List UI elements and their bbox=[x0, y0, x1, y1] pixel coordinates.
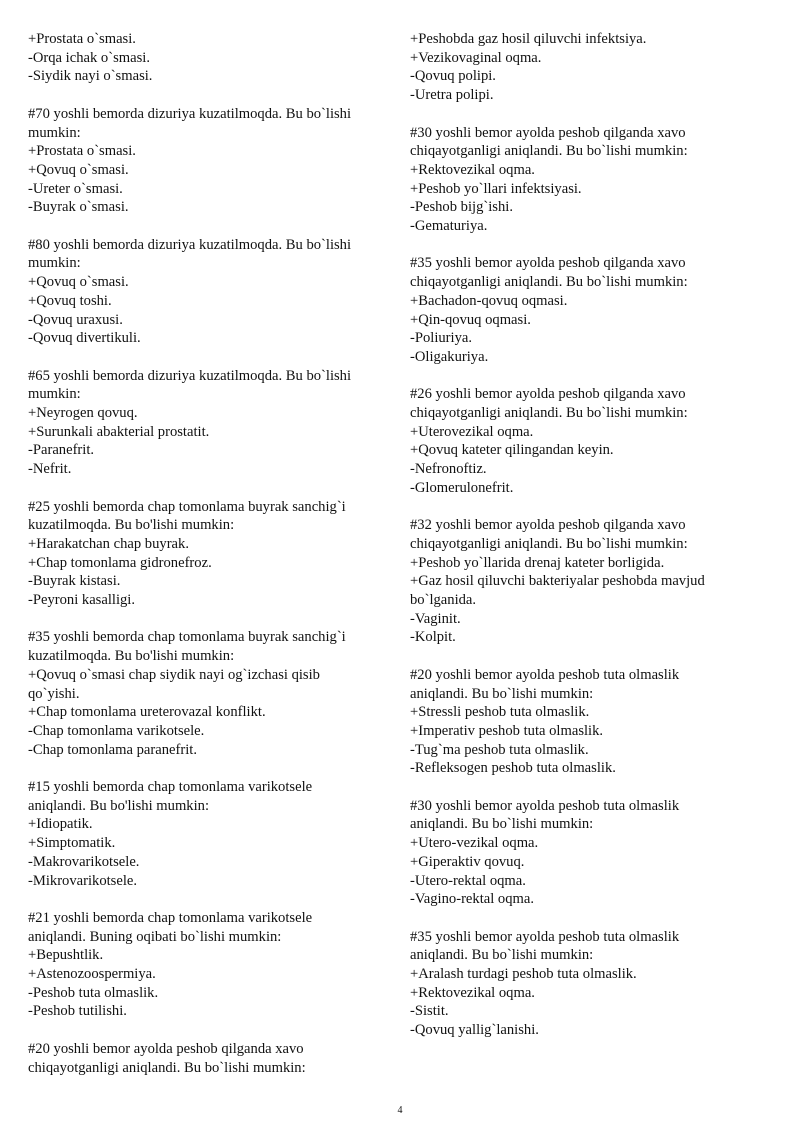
text-line: -Utero-rektal oqma. bbox=[410, 872, 526, 889]
text-line: -Mikrovarikotsele. bbox=[28, 872, 138, 889]
text-line: +Qovuq toshi. bbox=[28, 292, 112, 309]
text-line: #26 yoshli bemor ayolda peshob qilganda xavo bbox=[410, 386, 686, 403]
text-line: -Nefrit. bbox=[28, 461, 72, 478]
text-line: qo`yishi. bbox=[28, 685, 80, 702]
question-block bbox=[28, 498, 388, 610]
text-line: -Sistit. bbox=[410, 1003, 449, 1020]
text-line: -Vagino-rektal oqma. bbox=[410, 891, 535, 908]
question-block bbox=[410, 30, 780, 105]
text-line: -Nefronoftiz. bbox=[410, 461, 487, 478]
text-line: +Astenozoospermiya. bbox=[28, 966, 156, 983]
text-line: +Vezikovaginal oqma. bbox=[410, 49, 542, 66]
text-line: -Qovuq uraxusi. bbox=[28, 311, 123, 328]
question-block bbox=[410, 254, 780, 366]
text-line: #25 yoshli bemorda chap tomonlama buyrak sanchig`i bbox=[28, 498, 346, 515]
text-line: -Qovuq divertikuli. bbox=[28, 330, 141, 347]
text-line: -Poliuriya. bbox=[410, 330, 473, 347]
text-line: +Bachadon-qovuq oqmasi. bbox=[410, 292, 568, 309]
text-line: #35 yoshli bemor ayolda peshob qilganda xavo bbox=[410, 255, 686, 272]
text-line: #80 yoshli bemorda dizuriya kuzatilmoqda. Bu bo`lishi bbox=[28, 236, 352, 253]
question-block bbox=[410, 516, 780, 647]
text-line: chiqayotganligi aniqlandi. Bu bo`lishi mumkin: bbox=[410, 405, 688, 422]
text-line: +Imperativ peshob tuta olmaslik. bbox=[410, 722, 604, 739]
question-block bbox=[28, 778, 388, 890]
right-column bbox=[410, 30, 780, 1059]
text-line: #35 yoshli bemor ayolda peshob tuta olmaslik bbox=[410, 928, 680, 945]
text-line: -Qovuq polipi. bbox=[410, 68, 496, 85]
text-line: -Refleksogen peshob tuta olmaslik. bbox=[410, 760, 616, 777]
text-line: #20 yoshli bemor ayolda peshob tuta olmaslik bbox=[410, 666, 680, 683]
text-line: chiqayotganligi aniqlandi. Bu bo`lishi mumkin: bbox=[28, 1059, 306, 1076]
text-line: -Vaginit. bbox=[410, 610, 461, 627]
text-line: chiqayotganligi aniqlandi. Bu bo`lishi mumkin: bbox=[410, 143, 688, 160]
text-line: +Peshob yo`llari infektsiyasi. bbox=[410, 180, 582, 197]
text-line: +Qin-qovuq oqmasi. bbox=[410, 311, 531, 328]
text-line: +Qovuq o`smasi. bbox=[28, 274, 129, 291]
text-line: +Bepushtlik. bbox=[28, 947, 104, 964]
text-line: -Gematuriya. bbox=[410, 218, 488, 235]
text-line: +Aralash turdagi peshob tuta olmaslik. bbox=[410, 966, 637, 983]
text-line: -Siydik nayi o`smasi. bbox=[28, 68, 153, 85]
text-line: aniqlandi. Buning oqibati bo`lishi mumkin: bbox=[28, 928, 282, 945]
text-line: aniqlandi. Bu bo`lishi mumkin: bbox=[410, 685, 594, 702]
text-line: -Buyrak o`smasi. bbox=[28, 199, 129, 216]
text-line: -Peshob tuta olmaslik. bbox=[28, 984, 159, 1001]
text-line: mumkin: bbox=[28, 255, 81, 272]
text-line: bo`lganida. bbox=[410, 592, 477, 609]
text-line: +Harakatchan chap buyrak. bbox=[28, 535, 189, 552]
text-line: -Qovuq yallig`lanishi. bbox=[410, 1022, 539, 1039]
text-line: +Giperaktiv qovuq. bbox=[410, 853, 525, 870]
text-line: +Surunkali abakterial prostatit. bbox=[28, 423, 210, 440]
question-block bbox=[28, 628, 388, 759]
text-line: chiqayotganligi aniqlandi. Bu bo`lishi mumkin: bbox=[410, 274, 688, 291]
question-block bbox=[410, 124, 780, 236]
text-line: +Simptomatik. bbox=[28, 835, 116, 852]
text-line: -Makrovarikotsele. bbox=[28, 853, 140, 870]
text-line: #65 yoshli bemorda dizuriya kuzatilmoqda. Bu bo`lishi bbox=[28, 367, 352, 384]
text-line: #30 yoshli bemor ayolda peshob tuta olmaslik bbox=[410, 797, 680, 814]
text-line: +Qovuq o`smasi. bbox=[28, 161, 129, 178]
page-number: 4 bbox=[397, 1105, 403, 1116]
text-line: -Chap tomonlama varikotsele. bbox=[28, 722, 205, 739]
text-line: +Utero-vezikal oqma. bbox=[410, 835, 539, 852]
text-line: #70 yoshli bemorda dizuriya kuzatilmoqda. Bu bo`lishi bbox=[28, 105, 352, 122]
text-line: kuzatilmoqda. Bu bo'lishi mumkin: bbox=[28, 517, 235, 534]
text-line: -Uretra polipi. bbox=[410, 87, 494, 104]
text-line: -Peshob bijg`ishi. bbox=[410, 199, 513, 216]
question-block bbox=[410, 385, 780, 497]
text-line: +Gaz hosil qiluvchi bakteriyalar peshobda mavjud bbox=[410, 573, 705, 590]
question-block bbox=[28, 367, 388, 479]
text-line: -Buyrak kistasi. bbox=[28, 573, 121, 590]
left-column bbox=[28, 30, 388, 1096]
text-line: #32 yoshli bemor ayolda peshob qilganda xavo bbox=[410, 517, 686, 534]
text-line: +Neyrogen qovuq. bbox=[28, 405, 138, 422]
text-line: -Tug`ma peshob tuta olmaslik. bbox=[410, 741, 589, 758]
text-line: mumkin: bbox=[28, 386, 81, 403]
text-line: -Glomerulonefrit. bbox=[410, 479, 514, 496]
text-line: -Chap tomonlama paranefrit. bbox=[28, 741, 197, 758]
question-block bbox=[28, 1040, 388, 1077]
text-line: +Peshob yo`llarida drenaj kateter borligida. bbox=[410, 554, 665, 571]
text-line: +Stressli peshob tuta olmaslik. bbox=[410, 704, 590, 721]
text-line: +Qovuq o`smasi chap siydik nayi og`izchasi qisib bbox=[28, 666, 320, 683]
text-line: kuzatilmoqda. Bu bo'lishi mumkin: bbox=[28, 648, 235, 665]
text-line: -Ureter o`smasi. bbox=[28, 180, 123, 197]
text-line: +Prostata o`smasi. bbox=[28, 31, 136, 47]
text-line: +Chap tomonlama gidronefroz. bbox=[28, 554, 212, 571]
text-line: +Uterovezikal oqma. bbox=[410, 423, 534, 440]
text-line: +Qovuq kateter qilingandan keyin. bbox=[410, 442, 614, 459]
text-line: #20 yoshli bemor ayolda peshob qilganda xavo bbox=[28, 1040, 304, 1057]
question-block bbox=[28, 236, 388, 348]
question-block bbox=[410, 666, 780, 778]
text-line: #35 yoshli bemorda chap tomonlama buyrak sanchig`i bbox=[28, 629, 346, 646]
text-line: +Peshobda gaz hosil qiluvchi infektsiya. bbox=[410, 31, 647, 47]
text-line: +Prostata o`smasi. bbox=[28, 143, 136, 160]
question-block bbox=[28, 909, 388, 1021]
question-block bbox=[28, 105, 388, 217]
text-line: aniqlandi. Bu bo`lishi mumkin: bbox=[410, 947, 594, 964]
text-line: mumkin: bbox=[28, 124, 81, 141]
question-block bbox=[410, 928, 780, 1040]
text-line: #30 yoshli bemor ayolda peshob qilganda xavo bbox=[410, 124, 686, 141]
text-line: aniqlandi. Bu bo'lishi mumkin: bbox=[28, 797, 209, 814]
text-line: -Kolpit. bbox=[410, 629, 456, 646]
text-line: aniqlandi. Bu bo`lishi mumkin: bbox=[410, 816, 594, 833]
text-line: #21 yoshli bemorda chap tomonlama varikotsele bbox=[28, 909, 313, 926]
text-line: #15 yoshli bemorda chap tomonlama varikotsele bbox=[28, 779, 313, 796]
text-line: -Paranefrit. bbox=[28, 442, 95, 459]
text-line: +Chap tomonlama ureterovazal konflikt. bbox=[28, 704, 266, 721]
text-line: +Rektovezikal oqma. bbox=[410, 161, 535, 178]
text-line: +Idiopatik. bbox=[28, 816, 93, 833]
question-block bbox=[28, 30, 388, 86]
question-block bbox=[410, 797, 780, 909]
text-line: chiqayotganligi aniqlandi. Bu bo`lishi mumkin: bbox=[410, 535, 688, 552]
text-line: -Peshob tutilishi. bbox=[28, 1003, 127, 1020]
text-line: +Rektovezikal oqma. bbox=[410, 984, 535, 1001]
text-line: -Peyroni kasalligi. bbox=[28, 592, 136, 609]
text-line: -Orqa ichak o`smasi. bbox=[28, 49, 150, 66]
text-line: -Oligakuriya. bbox=[410, 348, 489, 365]
